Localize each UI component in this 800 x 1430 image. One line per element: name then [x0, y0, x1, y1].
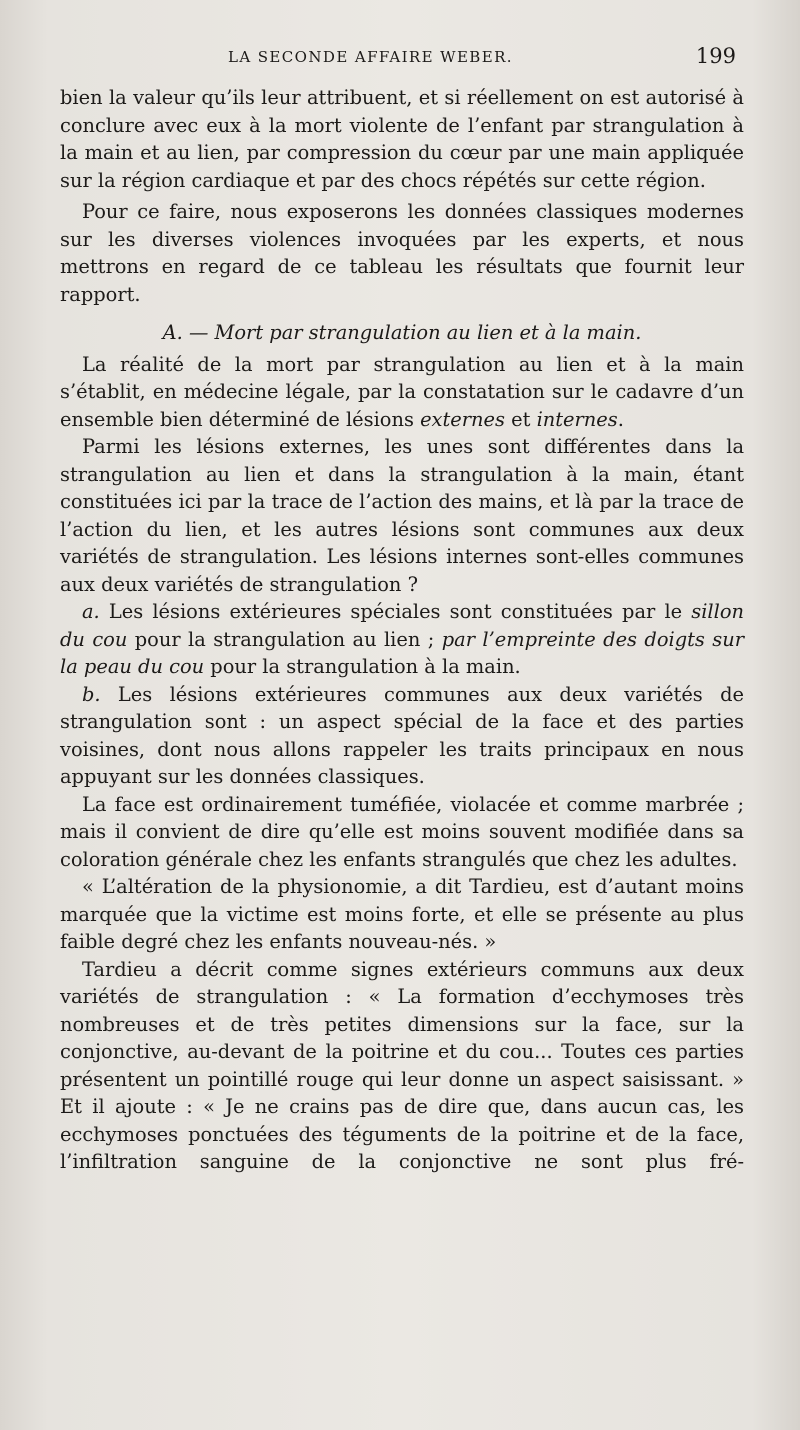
italic-run: internes — [536, 407, 618, 431]
text-run: La réalité de la mort par strangulation au lien et à la main s’établit, en médecine légale, par la constatation sur le cadavre d’un ensemble bien déterminé de lésions — [60, 352, 744, 431]
paragraph-face: La face est ordinairement tuméfiée, violacée et comme marbrée ; mais il convient de dire qu’elle est moins souvent modifiée dans sa coloration générale chez les enfants strangulés que chez les adultes. — [60, 792, 744, 871]
text-run: Les lésions extérieures communes aux deux variétés de strangulation sont : un aspect spécial de la face et des parties voisines, dont nous allons rappeler les traits principaux en nous appuyant sur les données classiques. — [60, 682, 744, 788]
italic-run: externes — [420, 407, 505, 431]
section-title: A. — Mort par strangulation au lien et à la main. — [162, 321, 642, 344]
text-run: pour la strangulation au lien ; — [127, 627, 442, 651]
paragraph-item-b — [60, 681, 744, 791]
paragraph-item-a — [60, 598, 744, 681]
item-label: a. — [82, 600, 100, 623]
page-body — [60, 84, 744, 1176]
paragraph-tardieu-quote: « L’altération de la physionomie, a dit Tardieu, est d’autant moins marquée que la victime est moins forte, et elle se présente au plus faible degré chez les enfants nouveau-nés. » — [60, 875, 744, 953]
item-label: b. — [82, 682, 101, 706]
text-run: Les lésions extérieures spéciales sont constituées par le — [99, 600, 692, 623]
italic-run: par l’empreinte des doigts sur la peau du cou — [60, 627, 744, 678]
paragraph-external-lesions: Parmi les lésions externes, les unes sont différentes dans la strangulation au lien et dans la strangulation à la main, étant constituées ici par la trace de l’action des mains, et là par la trace de l’action du lien, et les autres lésions sont communes aux deux variétés de strangulation. Les lésions internes sont-elles communes aux deux variétés de strangulation ? — [60, 435, 744, 596]
paragraph-method: Pour ce faire, nous exposerons les données classiques modernes sur les diverses violences invoquées par les experts, et nous mettrons en regard de ce tableau les résultats que fournit leur rapport. — [60, 200, 744, 306]
page-number: 199 — [695, 44, 736, 68]
italic-run: sillon du cou — [60, 600, 744, 651]
paragraph-tardieu-signs: Tardieu a décrit comme signes extérieurs communs aux deux variétés de strangulation : « La formation d’ecchymoses très nombreuses et de très petites dimensions sur la face, sur la conjonctive, au-devant de la poitrine et du cou... Toutes ces parties présentent un pointillé rouge qui leur donne un aspect saisissant. » Et il ajoute : « Je ne crains pas de dire que, dans aucun cas, les ecchymoses ponctuées des téguments de la poitrine et de la face, l’infiltration sanguine de la conjonctive ne sont plus fré- — [60, 957, 744, 1173]
running-head: LA SECONDE AFFAIRE WEBER. — [228, 48, 513, 66]
text-run: pour la strangulation à la main. — [204, 655, 521, 678]
page-header — [60, 44, 736, 74]
text-run: et — [504, 407, 537, 431]
paragraph-continuation: bien la valeur qu’ils leur attribuent, et si réellement on est autorisé à conclure avec eux à la mort violente de l’enfant par strangulation à la main et au lien, par compression du cœur par une main appliquée sur la région cardiaque et par des chocs répétés sur cette région. — [60, 86, 744, 192]
paragraph-reality — [60, 351, 744, 434]
text-run: . — [617, 407, 624, 431]
